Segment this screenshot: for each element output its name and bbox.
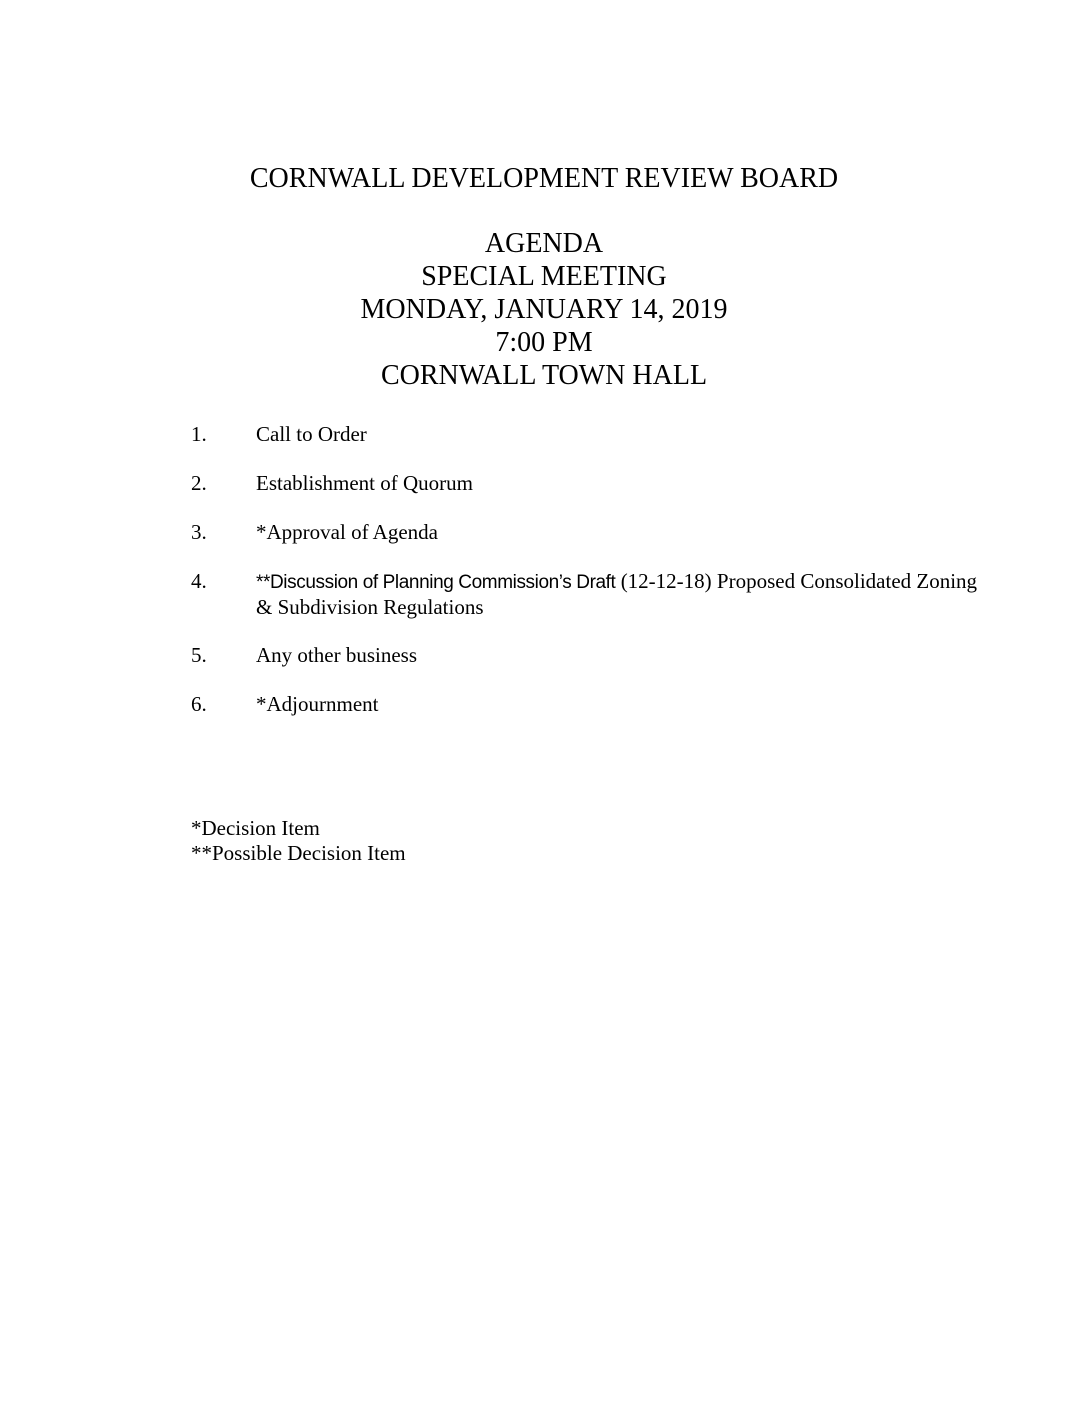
header-date: MONDAY, JANUARY 14, 2019 [360,294,728,325]
agenda-item-text [256,569,996,620]
header-meeting-type: SPECIAL MEETING [421,261,667,292]
agenda-item-number: 3. [191,520,207,544]
legend [191,816,406,866]
legend-decision-item: *Decision Item [191,816,320,840]
org-title: CORNWALL DEVELOPMENT REVIEW BOARD [249,163,839,194]
agenda-item-detail: (12-12-18) Proposed Consolidated Zoning & Subdivision Regulations [256,569,978,619]
legend-possible-decision-item: **Possible Decision Item [191,841,406,865]
header-location: CORNWALL TOWN HALL [380,360,708,391]
agenda-item-text: *Approval of Agenda [256,520,438,544]
agenda-item-text: Establishment of Quorum [256,471,473,495]
agenda-item-emphasis: **Discussion of Planning Commission’s Draft [256,572,616,593]
header-agenda: AGENDA [484,228,604,259]
agenda-item-number: 6. [191,692,207,716]
header-time: 7:00 PM [495,327,593,358]
agenda-item-number: 2. [191,471,207,495]
agenda-item-text: *Adjournment [256,692,379,716]
agenda-item-number: 1. [191,422,207,446]
agenda-item-number: 5. [191,643,207,667]
agenda-item-text: Any other business [256,643,417,667]
agenda-item-text: Call to Order [256,422,367,446]
agenda-item-number: 4. [191,569,207,593]
